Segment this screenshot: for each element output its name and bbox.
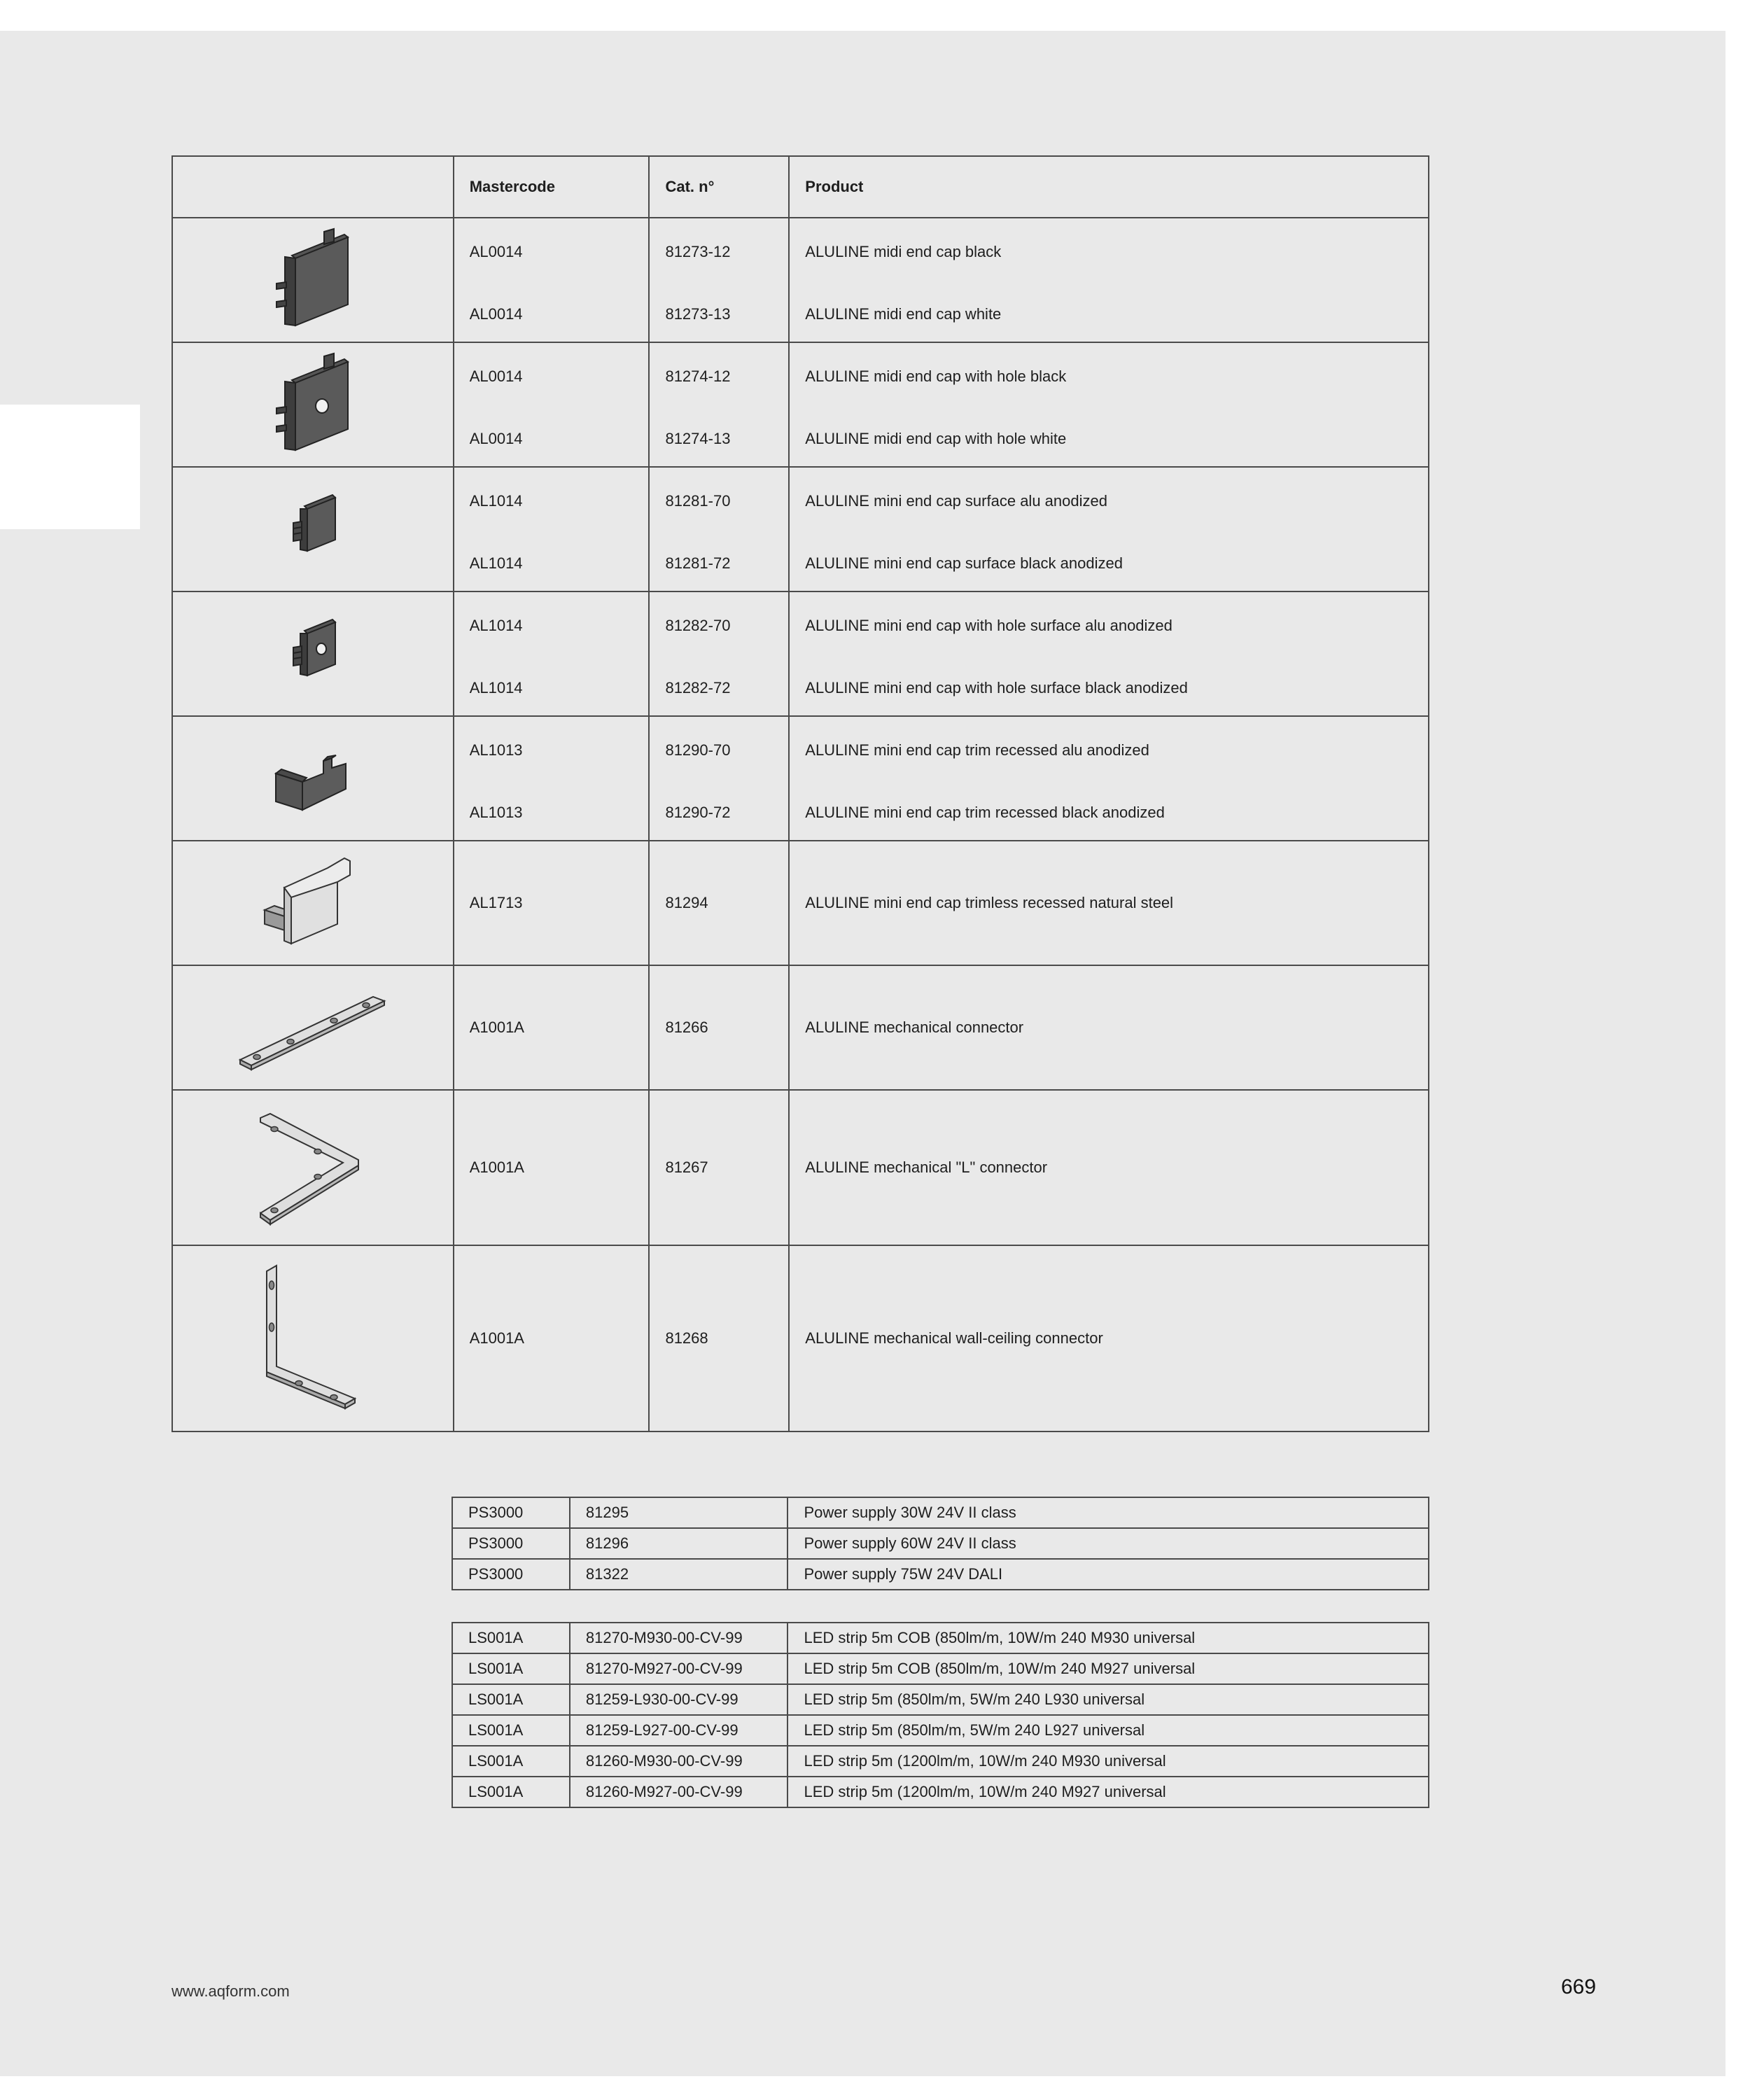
cat-cell: 81296	[570, 1528, 788, 1559]
product-cell: ALULINE mini end cap with hole surface black anodized	[805, 679, 1188, 696]
cat-header: Cat. n°	[649, 156, 789, 218]
product-image-cell	[172, 467, 454, 592]
product-cell: ALULINE midi end cap black	[805, 243, 1002, 260]
product-cell: LED strip 5m (1200lm/m, 10W/m 240 M930 universal	[788, 1746, 1429, 1777]
mastercode-cell: LS001A	[452, 1623, 570, 1653]
trimless-end-cap-icon	[260, 854, 365, 952]
table-row	[452, 1777, 1429, 1807]
mastercode-cell: LS001A	[452, 1777, 570, 1807]
mastercode-cell: AL1014	[469, 492, 523, 510]
cat-cell: 81322	[570, 1559, 788, 1590]
side-tab	[0, 405, 140, 529]
mastercode-cell: LS001A	[452, 1684, 570, 1715]
table-row	[172, 467, 1429, 592]
mastercode-cell: AL1014	[469, 554, 523, 572]
wall-ceiling-connector-icon	[257, 1261, 369, 1415]
cat-cell: 81290-72	[665, 804, 731, 821]
cat-cell: 81294	[649, 841, 789, 965]
mastercode-cell: A1001A	[454, 1090, 650, 1245]
mastercode-cell: PS3000	[452, 1497, 570, 1528]
cat-cell: 81274-12	[665, 368, 731, 385]
table-row	[452, 1684, 1429, 1715]
table-row	[452, 1715, 1429, 1746]
mastercode-cell: AL0014	[469, 430, 523, 447]
product-image-cell	[172, 218, 454, 342]
mastercode-cell: LS001A	[452, 1653, 570, 1684]
cat-cell: 81290-70	[665, 741, 731, 759]
table-row	[172, 716, 1429, 841]
product-cell: Power supply 75W 24V DALI	[788, 1559, 1429, 1590]
cat-cell: 81270-M927-00-CV-99	[570, 1653, 788, 1684]
product-cell: LED strip 5m (850lm/m, 5W/m 240 L930 universal	[788, 1684, 1429, 1715]
product-image-cell	[172, 1090, 454, 1245]
product-cell: LED strip 5m COB (850lm/m, 10W/m 240 M930 universal	[788, 1623, 1429, 1653]
mastercode-cell: AL0014	[469, 305, 523, 323]
table-row	[172, 1090, 1429, 1245]
table-row	[452, 1559, 1429, 1590]
cat-cell: 81270-M930-00-CV-99	[570, 1623, 788, 1653]
mastercode-cell: PS3000	[452, 1559, 570, 1590]
cat-cell: 81282-72	[665, 679, 731, 696]
product-image-cell	[172, 1245, 454, 1432]
product-image-cell	[172, 342, 454, 467]
cat-cell: 81267	[649, 1090, 789, 1245]
mastercode-cell: A1001A	[454, 965, 650, 1090]
product-cell: LED strip 5m (850lm/m, 5W/m 240 L927 universal	[788, 1715, 1429, 1746]
table-row	[172, 218, 1429, 342]
product-cell: ALULINE mechanical wall-ceiling connector	[789, 1245, 1429, 1432]
table-row	[172, 342, 1429, 467]
product-cell: Power supply 30W 24V II class	[788, 1497, 1429, 1528]
product-cell: ALULINE midi end cap with hole black	[805, 368, 1067, 385]
product-table	[172, 155, 1429, 1432]
cat-cell: 81273-13	[665, 305, 731, 323]
cat-cell: 81281-70	[665, 492, 731, 510]
cat-cell: 81260-M927-00-CV-99	[570, 1777, 788, 1807]
table-row	[452, 1623, 1429, 1653]
midi-end-cap-hole-icon	[264, 352, 362, 457]
product-cell: ALULINE mechanical "L" connector	[789, 1090, 1429, 1245]
product-cell: LED strip 5m COB (850lm/m, 10W/m 240 M927 universal	[788, 1653, 1429, 1684]
mini-end-cap-icon	[278, 491, 348, 568]
mastercode-cell: PS3000	[452, 1528, 570, 1559]
table-row	[452, 1653, 1429, 1684]
product-cell: ALULINE midi end cap white	[805, 305, 1002, 323]
power-supply-table	[451, 1497, 1429, 1590]
product-image-cell	[172, 965, 454, 1090]
table-row	[452, 1746, 1429, 1777]
product-cell: ALULINE mini end cap trim recessed black anodized	[805, 804, 1165, 821]
cat-cell: 81259-L927-00-CV-99	[570, 1715, 788, 1746]
midi-end-cap-icon	[264, 227, 362, 332]
mini-end-cap-trim-icon	[267, 740, 358, 817]
product-image-cell	[172, 841, 454, 965]
cat-cell: 81259-L930-00-CV-99	[570, 1684, 788, 1715]
product-cell: ALULINE mini end cap surface alu anodized	[805, 492, 1107, 510]
table-row	[172, 1245, 1429, 1432]
mastercode-cell: AL0014	[469, 368, 523, 385]
cat-cell: 81260-M930-00-CV-99	[570, 1746, 788, 1777]
mastercode-cell: AL1014	[469, 617, 523, 634]
footer-url[interactable]: www.aqform.com	[172, 1982, 290, 2000]
mini-end-cap-hole-icon	[278, 615, 348, 692]
product-cell: Power supply 60W 24V II class	[788, 1528, 1429, 1559]
image-header	[172, 156, 454, 218]
straight-connector-icon	[236, 979, 390, 1077]
cat-cell: 81281-72	[665, 554, 731, 572]
cat-cell: 81268	[649, 1245, 789, 1432]
cat-cell: 81282-70	[665, 617, 731, 634]
mastercode-cell: LS001A	[452, 1746, 570, 1777]
product-cell: ALULINE mini end cap surface black anodized	[805, 554, 1123, 572]
l-connector-icon	[253, 1108, 372, 1227]
product-cell: ALULINE mini end cap trim recessed alu anodized	[805, 741, 1149, 759]
mastercode-header: Mastercode	[454, 156, 650, 218]
product-cell: ALULINE mechanical connector	[789, 965, 1429, 1090]
page-number: 669	[1561, 1975, 1597, 1998]
cat-cell: 81274-13	[665, 430, 731, 447]
product-cell: ALULINE mini end cap with hole surface alu anodized	[805, 617, 1172, 634]
table-row	[452, 1528, 1429, 1559]
product-cell: ALULINE midi end cap with hole white	[805, 430, 1067, 447]
mastercode-cell: AL1013	[469, 741, 523, 759]
mastercode-cell: LS001A	[452, 1715, 570, 1746]
led-strip-table	[451, 1622, 1429, 1808]
mastercode-cell: AL1013	[469, 804, 523, 821]
product-cell: LED strip 5m (1200lm/m, 10W/m 240 M927 universal	[788, 1777, 1429, 1807]
table-row	[172, 965, 1429, 1090]
cat-cell: 81273-12	[665, 243, 731, 260]
mastercode-cell: AL1014	[469, 679, 523, 696]
mastercode-cell: AL0014	[469, 243, 523, 260]
mastercode-cell: AL1713	[454, 841, 650, 965]
cat-cell: 81266	[649, 965, 789, 1090]
product-image-cell	[172, 592, 454, 716]
table-row	[452, 1497, 1429, 1528]
table-header-row	[172, 156, 1429, 218]
product-cell: ALULINE mini end cap trimless recessed natural steel	[789, 841, 1429, 965]
table-row	[172, 841, 1429, 965]
product-header: Product	[789, 156, 1429, 218]
mastercode-cell: A1001A	[454, 1245, 650, 1432]
product-image-cell	[172, 716, 454, 841]
table-row	[172, 592, 1429, 716]
cat-cell: 81295	[570, 1497, 788, 1528]
